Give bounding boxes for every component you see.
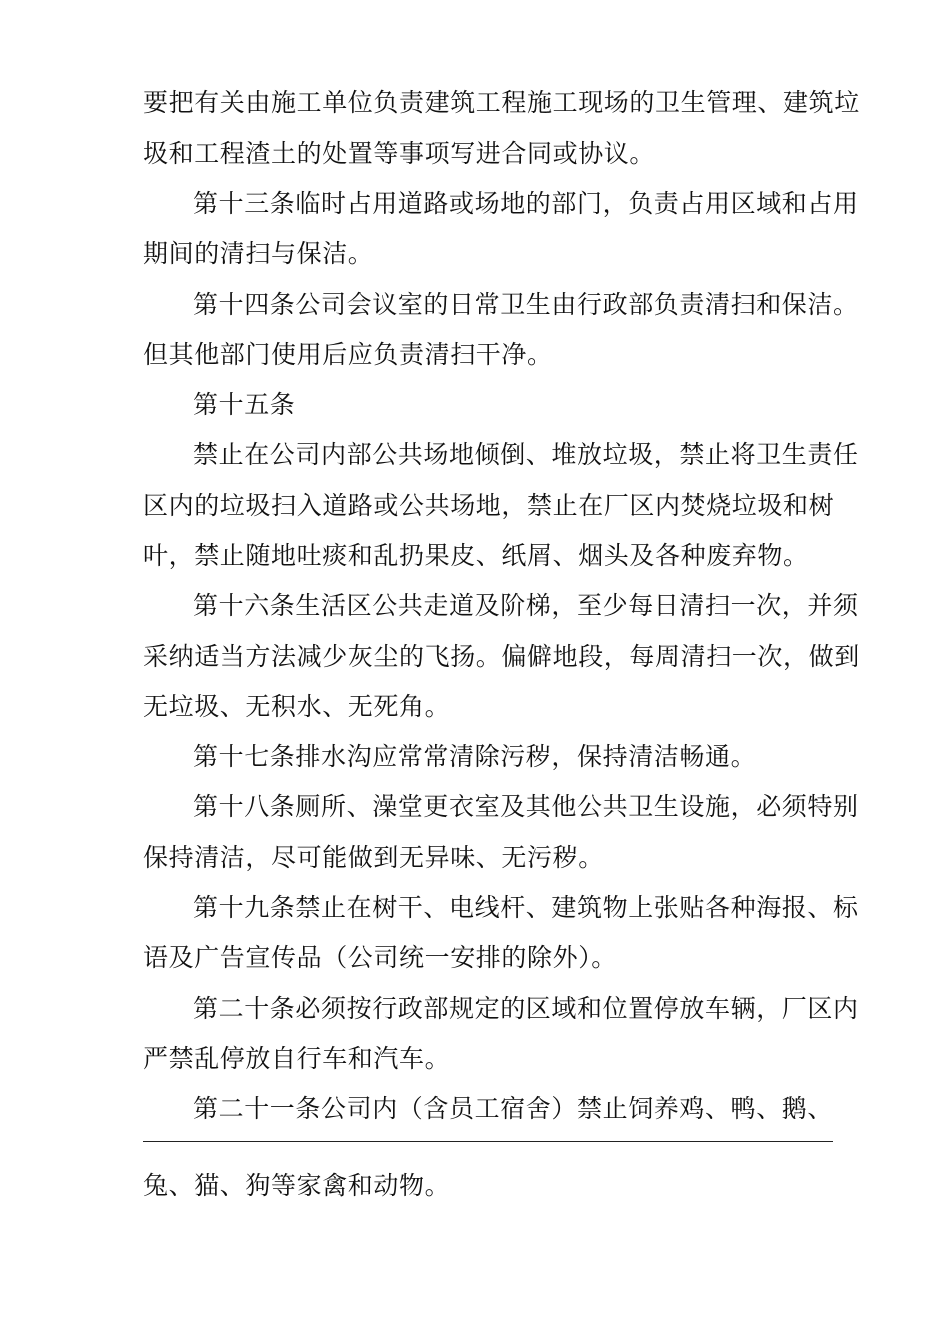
article-18-line: 第十八条厕所、澡堂更衣室及其他公共卫生设施，必须特别 [193,792,859,821]
text-line: 叶，禁止随地吐痰和乱扔果皮、纸屑、烟头及各种废弃物。 [143,541,809,570]
text-line: 区内的垃圾扫入道路或公共场地，禁止在厂区内焚烧垃圾和树 [143,491,835,520]
article-21-line: 第二十一条公司内（含员工宿舍）禁止饲养鸡、鸭、鹅、 [193,1094,834,1123]
text-line: 无垃圾、无积水、无死角。 [143,692,451,721]
text-line: 要把有关由施工单位负责建筑工程施工现场的卫生管理、建筑垃 [143,88,860,117]
article-13-line: 第十三条临时占用道路或场地的部门，负责占用区域和占用 [193,189,859,218]
article-17-line: 第十七条排水沟应常常清除污秽，保持清洁畅通。 [193,742,757,771]
article-15-heading: 第十五条 [193,390,296,419]
article-19-line: 第十九条禁止在树干、电线杆、建筑物上张贴各种海报、标 [193,893,859,922]
text-line: 严禁乱停放自行车和汽车。 [143,1044,451,1073]
text-line: 保持清洁，尽可能做到无异味、无污秽。 [143,843,604,872]
text-line: 期间的清扫与保洁。 [143,239,374,268]
article-20-line: 第二十条必须按行政部规定的区域和位置停放车辆，厂区内 [193,994,859,1023]
text-line: 禁止在公司内部公共场地倾倒、堆放垃圾，禁止将卫生责任 [193,440,859,469]
text-line: 但其他部门使用后应负责清扫干净。 [143,340,553,369]
text-line: 语及广告宣传品（公司统一安排的除外）。 [143,943,617,972]
article-16-line: 第十六条生活区公共走道及阶梯，至少每日清扫一次，并须 [193,591,859,620]
text-line: 采纳适当方法减少灰尘的飞扬。偏僻地段，每周清扫一次，做到 [143,642,860,671]
article-14-line: 第十四条公司会议室的日常卫生由行政部负责清扫和保洁。 [193,290,859,319]
page-divider [143,1141,833,1142]
continuation-line: 兔、猫、狗等家禽和动物。 [143,1171,451,1200]
text-line: 圾和工程渣土的处置等事项写进合同或协议。 [143,139,656,168]
